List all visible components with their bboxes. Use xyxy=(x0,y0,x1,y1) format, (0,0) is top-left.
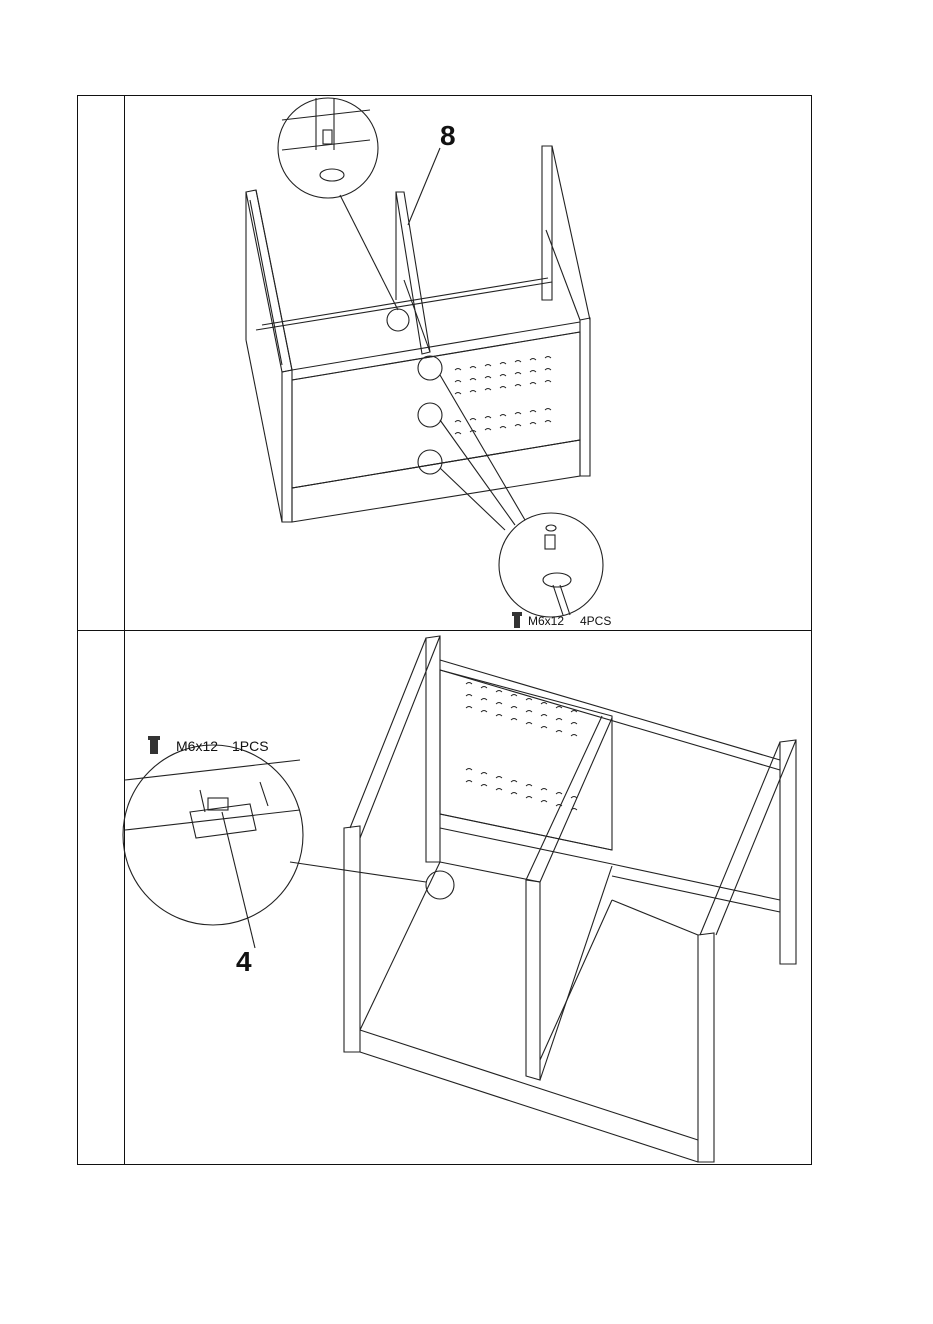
step-1-hardware-qty: 4PCS xyxy=(580,614,612,628)
step-2-hardware-qty: 1PCS xyxy=(232,738,269,754)
step-2-frame xyxy=(344,636,796,1162)
step-1-perforation xyxy=(455,357,551,435)
step-2-hardware-name: M6x12 xyxy=(176,738,219,754)
bolt-icon xyxy=(148,612,522,754)
step-2-bracket-callout xyxy=(123,745,454,948)
step-1-screw-callouts xyxy=(278,98,603,617)
step-1-callout-number: 8 xyxy=(440,120,456,151)
step-2-callout-number: 4 xyxy=(236,946,252,977)
step-1-hardware-name: M6x12 xyxy=(528,614,565,628)
